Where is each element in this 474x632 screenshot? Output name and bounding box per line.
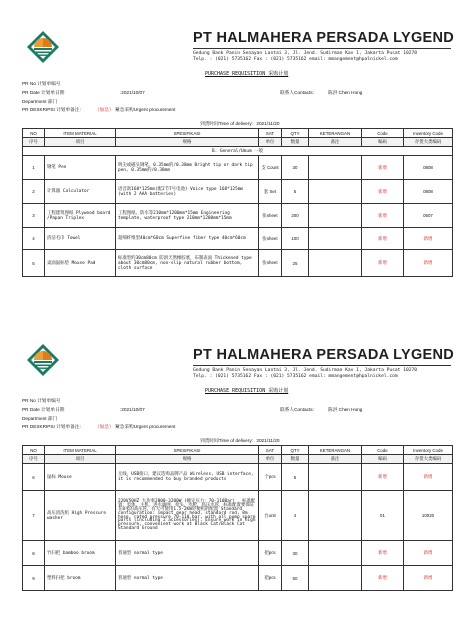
row-code: 新增	[362, 541, 404, 566]
row-code: 01	[362, 491, 404, 541]
col-no: NO	[23, 446, 45, 455]
col-spec-cn: 规格	[116, 138, 259, 147]
row-ket	[309, 228, 362, 250]
row-no: 3	[23, 204, 45, 228]
table-row	[23, 228, 453, 250]
col-no-cn: 序号	[23, 138, 45, 147]
col-spec: SPESIFIKASI	[116, 129, 259, 138]
description-value: 紧急采购Urgent procurement	[114, 107, 176, 112]
row-spec: 明尖或磁头钢笔，0.35mm的/0.38mm Bright tip or dark tip pen, 0.35mm的/0.38mm	[116, 156, 259, 180]
pr-no-label: PR No 计划单编号	[22, 398, 61, 403]
row-sat: 套 Set	[259, 180, 282, 204]
col-qty: QTY	[282, 129, 309, 138]
col-item-cn: 项目	[45, 455, 116, 464]
table-row	[23, 566, 453, 591]
row-sat: 张sheet	[259, 250, 282, 277]
row-item: 钢笔 Pen	[45, 156, 116, 180]
col-sat: SAT	[259, 129, 282, 138]
col-spec: SPESIFIKASI	[116, 446, 259, 455]
col-qty-cn: 数量	[282, 138, 309, 147]
row-inventory: 新增	[404, 566, 453, 591]
col-no-cn: 序号	[23, 455, 45, 464]
col-qty-cn: 数量	[282, 455, 309, 464]
urgent-tag: （加急）	[94, 107, 114, 112]
col-ket-cn: 备注	[309, 138, 362, 147]
category-label: B. General/Umum 一般	[23, 147, 453, 156]
row-no: 9	[23, 566, 45, 591]
row-spec: 超细纤维型40cm*60cm Superfine fiber type 40cm*60cm	[116, 228, 259, 250]
row-inventory: 10020	[404, 491, 453, 541]
row-no: 1	[23, 156, 45, 180]
pr-no-label: PR No 计划单编号	[22, 81, 61, 86]
row-no: 7	[23, 491, 45, 541]
category-row	[23, 147, 453, 156]
row-code: 新增	[362, 250, 404, 277]
col-no: NO	[23, 129, 45, 138]
company-contact: Telp. : (021) 5735162 Fax : (021) 5735162 email: mmangement@hpalnickel.com	[193, 374, 398, 379]
row-sat: 台unit	[259, 491, 282, 541]
row-item: 竹扫把 bamboo broom	[45, 541, 116, 566]
row-item: 清洁毛巾 Towel	[45, 228, 116, 250]
row-qty: 4	[282, 491, 309, 541]
row-qty: 100	[282, 228, 309, 250]
document-title: PURCHASE REQUISITION 采购计划	[205, 388, 289, 394]
table-row	[23, 180, 453, 204]
contacts-label: 联系人Contacts：	[280, 407, 318, 412]
row-qty: 5	[282, 464, 309, 491]
row-no: 8	[23, 541, 45, 566]
company-name: PT HALMAHERA PERSADA LYGEND	[193, 347, 455, 363]
col-code-cn: 编码	[362, 455, 404, 464]
table-row	[23, 464, 453, 491]
row-qty: 200	[282, 204, 309, 228]
col-code-cn: 编码	[362, 138, 404, 147]
row-item: 桌面鼠标垫 Mouse Pad	[45, 250, 116, 277]
department-label: Department 部门	[22, 99, 58, 104]
col-inventory-cn: 存货大类编码	[404, 455, 453, 464]
row-spec: 无线，USB接口，建议选购品牌产品 Wireless, USB interface, it is recommended to buy branded products	[116, 464, 259, 491]
col-sat-cn: 单位	[259, 138, 282, 147]
col-item-cn: 项目	[45, 138, 116, 147]
row-code: 新增	[362, 566, 404, 591]
row-inventory: 新增	[404, 228, 453, 250]
row-item: 工程建筑图纸 Plywood board /Papan Triplex	[45, 204, 116, 228]
row-inventory: 0808	[404, 156, 453, 180]
col-item: ITEM MATERIAL	[45, 129, 116, 138]
contacts-label: 联系人Contacts：	[280, 90, 318, 95]
col-inventory-cn: 存货大类编码	[404, 138, 453, 147]
row-inventory: 新增	[404, 464, 453, 491]
row-spec: 普通型 normal type	[116, 541, 259, 566]
description-value: 紧急采购Urgent procurement	[114, 424, 176, 429]
header-divider	[193, 48, 451, 49]
pr-date-value: :2021/10/07	[120, 407, 145, 412]
col-inventory: Inventory Code	[404, 129, 453, 138]
row-spec: 语音款168*125mm(配2节7号电池) Voice type 168*125mm (with 2 AAA batteries)	[116, 180, 259, 204]
delivery-time: 到货时间Time of delivery：2021/11/20	[200, 438, 280, 443]
department-label: Department 部门	[22, 416, 58, 421]
pr-date-label: PR Date 计划单日期	[22, 407, 65, 412]
row-no: 6	[23, 464, 45, 491]
table-row	[23, 250, 453, 277]
row-sat: 个pcs	[259, 464, 282, 491]
row-inventory: 新增	[404, 541, 453, 566]
row-spec: 普通型 normal type	[116, 566, 259, 591]
row-qty: 30	[282, 156, 309, 180]
company-contact: Telp. : (021) 5735162 Fax : (021) 5735162 email: mmangement@hpalnickel.com	[193, 57, 398, 62]
items-table	[22, 128, 453, 277]
contacts-value: 陈洪 Chen Hong	[328, 90, 363, 95]
row-inventory: 0808	[404, 180, 453, 204]
col-code: Code	[362, 446, 404, 455]
row-code: 新增	[362, 156, 404, 180]
table-row	[23, 541, 453, 566]
pr-date-value: :2021/10/07	[120, 90, 145, 95]
row-qty: 25	[282, 250, 309, 277]
row-code: 新增	[362, 180, 404, 204]
table-subheader-row	[23, 455, 453, 464]
row-ket	[309, 204, 362, 228]
row-ket	[309, 156, 362, 180]
halmahera-logo-icon	[26, 30, 60, 64]
row-ket	[309, 566, 362, 591]
row-item: 计算器 Calculator	[45, 180, 116, 204]
row-code: 新增	[362, 204, 404, 228]
col-ket: KETERANGAN	[309, 129, 362, 138]
row-sat: 张sheet	[259, 204, 282, 228]
col-spec-cn: 规格	[116, 455, 259, 464]
row-sat: 把pcs	[259, 566, 282, 591]
description-row	[22, 424, 175, 430]
row-spec: 标准型约30cm80cm 防滑天然橡胶底，布制表面 Thickened type about 30cm80cm, non-slip natural rubber bottom, cloth surface	[116, 250, 259, 277]
row-ket	[309, 464, 362, 491]
col-sat-cn: 单位	[259, 455, 282, 464]
col-item: ITEM MATERIAL	[45, 446, 116, 455]
row-qty: 30	[282, 541, 309, 566]
document-title: PURCHASE REQUISITION 采购计划	[205, 71, 289, 77]
row-item: 高压清洗机 High Pressure washer	[45, 491, 116, 541]
row-sat: 张sheet	[259, 228, 282, 250]
row-no: 5	[23, 250, 45, 277]
delivery-time: 到货时间Time of delivery：2021/11/20	[200, 121, 280, 126]
description-row	[22, 107, 175, 113]
col-sat: SAT	[259, 446, 282, 455]
row-no: 2	[23, 180, 45, 204]
row-spec: 工程图纸，防水等210mm*1200mm*15mm Engineering template, waterproof type 210mm*1200mm*15mm	[116, 204, 259, 228]
description-label: PR DESKRIPSI 计划单备注：	[22, 107, 85, 112]
col-ket-cn: 备注	[309, 455, 362, 464]
row-sat: 把pcs	[259, 541, 282, 566]
row-inventory: 新增	[404, 250, 453, 277]
row-ket	[309, 250, 362, 277]
company-address: Gedung Bank Panin Senayan Lantai 3, Jl. Jend. Sudirman Kav 1, Jakarta Pusat 10270	[193, 368, 418, 373]
row-qty: 5	[282, 180, 309, 204]
row-sat: 支 Count	[259, 156, 282, 180]
table-subheader-row	[23, 138, 453, 147]
row-ket	[309, 180, 362, 204]
company-address: Gedung Bank Panin Senayan Lantai 3, Jl. Jend. Sudirman Kav 1, Jakarta Pusat 10270	[193, 51, 418, 56]
row-ket	[309, 541, 362, 566]
col-inventory: Inventory Code	[404, 446, 453, 455]
header-divider	[193, 365, 451, 366]
row-qty: 50	[282, 566, 309, 591]
table-row	[23, 491, 453, 541]
contacts-value: 陈洪 Chen Hong	[328, 407, 363, 412]
col-ket: KETERANGAN	[309, 446, 362, 455]
row-inventory: 0507	[404, 204, 453, 228]
description-label: PR DESKRIPSI 计划单备注：	[22, 424, 85, 429]
urgent-tag: （加急）	[94, 424, 114, 429]
col-code: Code	[362, 129, 404, 138]
pr-date-label: PR Date 计划单日期	[22, 90, 65, 95]
company-name: PT HALMAHERA PERSADA LYGEND	[193, 30, 455, 46]
row-item: 鼠标 Mouse	[45, 464, 116, 491]
table-header-row	[23, 129, 453, 138]
row-code: 新增	[362, 228, 404, 250]
row-spec: 220V50HZ 大功率2800-3200W (额定压力：70-110Bar) ，标准配置：泵体，主机，进水滤网，抢头，水枪，高压水管，标准配置要保证在8米的高压管，有大可使用1.5-2KW轻便机的配置 Standard configuration: impact gear head, standard rod, 8m hose, rated pressure 70-110 bar, with all pump spare parts (including 2 accessories), Ensure work in high pressure, convenient work at Black Cat/Black Cat Standard Ground	[116, 491, 259, 541]
halmahera-logo-icon	[26, 343, 60, 377]
row-no: 4	[23, 228, 45, 250]
items-table	[22, 445, 453, 591]
table-header-row	[23, 446, 453, 455]
table-row	[23, 156, 453, 180]
row-item: 塑料扫把 broom	[45, 566, 116, 591]
table-row	[23, 204, 453, 228]
col-qty: QTY	[282, 446, 309, 455]
row-code: 新增	[362, 464, 404, 491]
row-ket	[309, 491, 362, 541]
